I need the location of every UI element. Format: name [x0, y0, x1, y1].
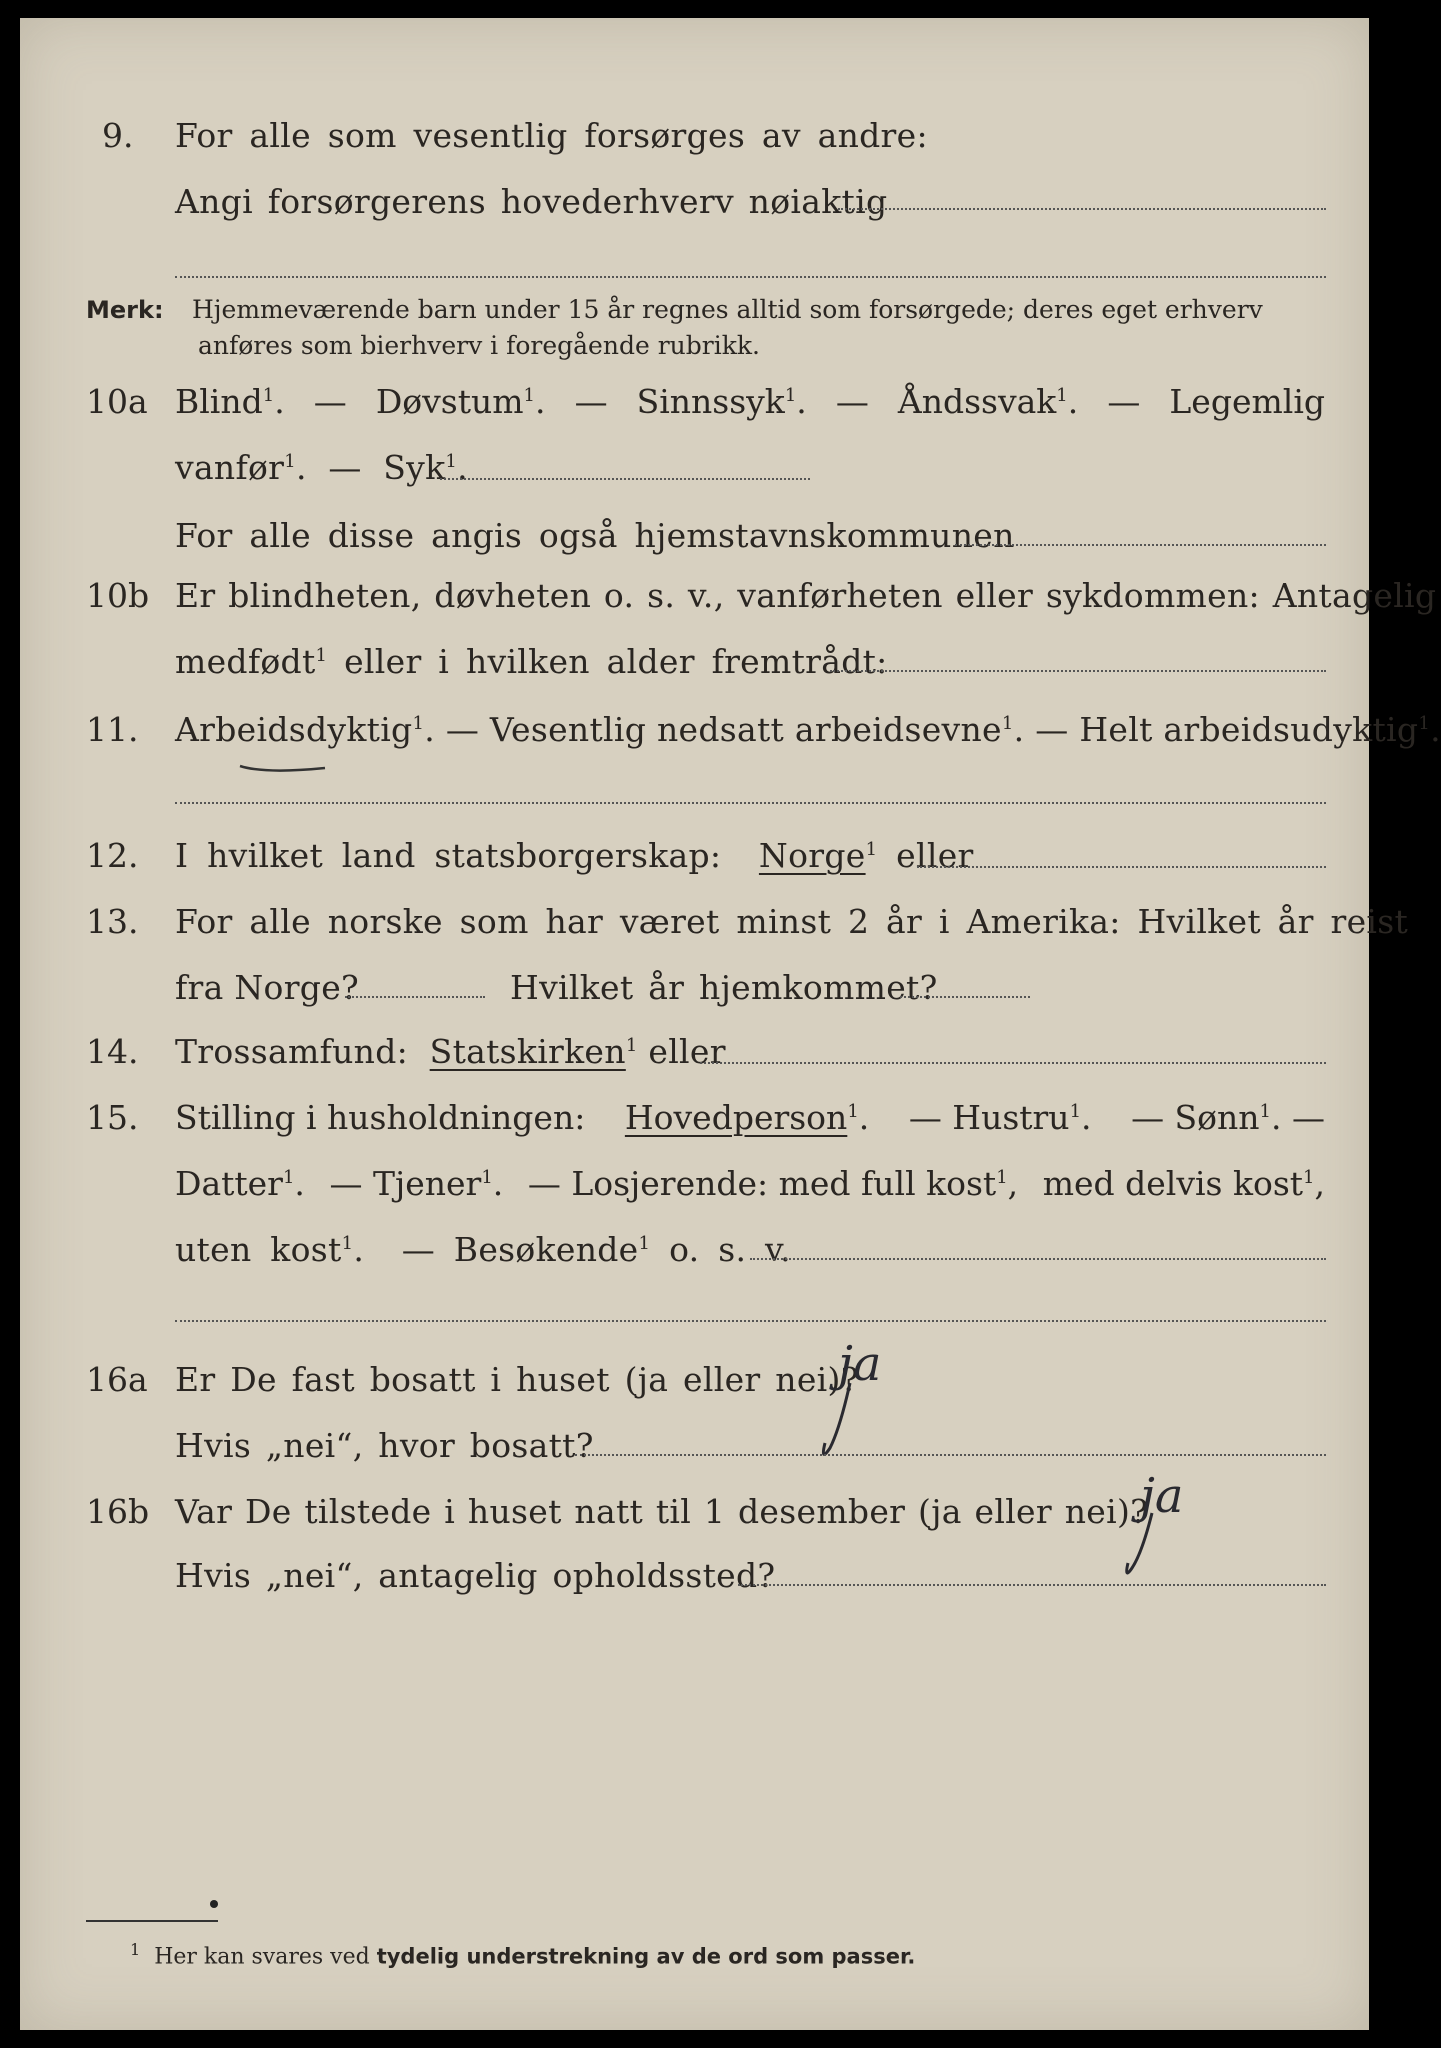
q13-reist-field[interactable]: [345, 996, 485, 998]
footnote-bold: tydelig understrekning av de ord som passer.: [376, 1944, 916, 1969]
q9-number: 9.: [102, 116, 134, 155]
option-dovstum[interactable]: Døvstum: [375, 382, 524, 421]
option-sonn[interactable]: — Sønn: [1131, 1098, 1260, 1137]
q10b-line1: Er blindheten, døvheten o. s. v., vanførheten eller sykdommen: Antagelig: [175, 576, 1437, 615]
q16a-line1: Er De fast bosatt i huset (ja eller nei)?: [175, 1360, 859, 1399]
q14-field[interactable]: [700, 1062, 1326, 1064]
q15-field-2[interactable]: [175, 1320, 1326, 1322]
handwritten-underline-mark: [235, 758, 335, 778]
option-nedsatt[interactable]: — Vesentlig nedsatt arbeidsevne: [445, 710, 1002, 749]
q10a-kommune-field[interactable]: [955, 544, 1326, 546]
q13-hjem-field[interactable]: [900, 996, 1030, 998]
q10b-number: 10b: [86, 576, 150, 615]
q11-number: 11.: [86, 710, 139, 749]
q10a-line1: Blind$^1$. — Døvstum$^1$. — Sinnssyk$^1$. — Åndssvak$^1$. — Legemlig: [175, 382, 1325, 421]
q14-number: 14.: [86, 1032, 139, 1071]
option-sinnssyk[interactable]: Sinnssyk: [636, 382, 785, 421]
footnote-rule: [86, 1920, 218, 1922]
option-blind[interactable]: Blind: [175, 382, 263, 421]
q12-land-field[interactable]: [917, 866, 1326, 868]
q15-line1: Stilling i husholdningen: Hovedperson$^1$. — Hustru$^1$. — Sønn$^1$. —: [175, 1098, 1325, 1137]
q16a-handwritten-answer[interactable]: ja: [838, 1336, 882, 1392]
footnote: $^1$ Her kan svares ved tydelig understrekning av de ord som passer.: [130, 1940, 916, 1970]
q10b-line2: medfødt$^1$ eller i hvilken alder fremtrådt:: [175, 642, 888, 681]
option-datter[interactable]: Datter: [175, 1164, 283, 1203]
q9-answer-field-2[interactable]: [175, 276, 1326, 278]
q10a-number: 10a: [86, 382, 148, 421]
option-delvis-kost[interactable]: med delvis kost: [1042, 1164, 1304, 1203]
q16b-line2: Hvis „nei“, antagelig opholdssted?: [175, 1556, 776, 1595]
q16b-field[interactable]: [738, 1584, 1326, 1586]
q10a-line3: For alle disse angis også hjemstavnskommunen: [175, 516, 1015, 555]
handwritten-j-stroke-2: [1110, 1508, 1170, 1588]
merk-line1: Hjemmeværende barn under 15 år regnes alltid som forsørgede; deres eget erhverv: [192, 295, 1263, 324]
q9-line2: Angi forsørgerens hovederhverv nøiaktig: [175, 182, 888, 221]
q13-fra: fra Norge?: [175, 968, 360, 1007]
q9-line1: For alle som vesentlig forsørges av andre:: [175, 116, 928, 155]
merk-label: Merk:: [86, 296, 164, 324]
merk-line2: anføres som bierhverv i foregående rubrikk.: [198, 331, 760, 360]
q10b-alder-field[interactable]: [830, 670, 1326, 672]
option-arbeidsdyktig[interactable]: Arbeidsdyktig: [175, 710, 413, 749]
q16b-handwritten-answer[interactable]: ja: [1140, 1468, 1184, 1524]
option-hustru[interactable]: — Hustru: [908, 1098, 1070, 1137]
option-statskirken[interactable]: Statskirken: [429, 1032, 626, 1071]
option-tjener[interactable]: — Tjener: [329, 1164, 482, 1203]
q15-field[interactable]: [750, 1258, 1326, 1260]
q15-line2: Datter$^1$. — Tjener$^1$. — Losjerende: med full kost$^1$, med delvis kost$^1$,: [175, 1164, 1325, 1203]
footnote-mark: 1: [130, 1940, 141, 1959]
q13-hjem: Hvilket år hjemkommet?: [510, 968, 938, 1007]
q13-line1: For alle norske som har været minst 2 år i Amerika: Hvilket år reist: [175, 902, 1409, 941]
q9-answer-field[interactable]: [838, 208, 1326, 210]
q14-line: Trossamfund: Statskirken$^1$ eller: [175, 1032, 726, 1071]
option-besokende[interactable]: — Besøkende: [401, 1230, 639, 1269]
q15-number: 15.: [86, 1098, 139, 1137]
q12-number: 12.: [86, 836, 139, 875]
q16b-line1: Var De tilstede i huset natt til 1 desember (ja eller nei)?: [175, 1492, 1149, 1531]
option-medfodt[interactable]: medfødt: [175, 642, 316, 681]
q11-answer-field[interactable]: [175, 802, 1326, 804]
option-norge[interactable]: Norge: [758, 836, 866, 875]
q11-line: Arbeidsdyktig$^1$. — Vesentlig nedsatt arbeidsevne$^1$. — Helt arbeidsudyktig$^1$.: [175, 710, 1441, 749]
q12-line: I hvilket land statsborgerskap: Norge$^1$ eller: [175, 836, 974, 875]
option-full-kost[interactable]: — Losjerende: med full kost: [527, 1164, 997, 1203]
option-hovedperson[interactable]: Hovedperson: [624, 1098, 848, 1137]
q16a-line2: Hvis „nei“, hvor bosatt?: [175, 1426, 594, 1465]
option-legemlig[interactable]: Legemlig: [1169, 382, 1325, 421]
option-syk[interactable]: Syk: [383, 448, 446, 487]
q10a-line2: vanfør$^1$. — Syk$^1$.: [175, 448, 468, 487]
q10a-syk-field[interactable]: [440, 478, 810, 480]
option-uten-kost[interactable]: uten kost: [175, 1230, 342, 1269]
q16a-field[interactable]: [575, 1454, 1326, 1456]
census-form-page: [20, 18, 1441, 2030]
option-andssvak[interactable]: Åndssvak: [897, 382, 1057, 421]
q15-line3: uten kost$^1$. — Besøkende$^1$ o. s. v.: [175, 1230, 791, 1269]
ink-dot: [210, 1900, 218, 1908]
option-udyktig[interactable]: — Helt arbeidsudyktig: [1035, 710, 1419, 749]
q16b-number: 16b: [86, 1492, 150, 1531]
option-vanfor[interactable]: vanfør: [175, 448, 285, 487]
q13-number: 13.: [86, 902, 139, 941]
q16a-number: 16a: [86, 1360, 148, 1399]
